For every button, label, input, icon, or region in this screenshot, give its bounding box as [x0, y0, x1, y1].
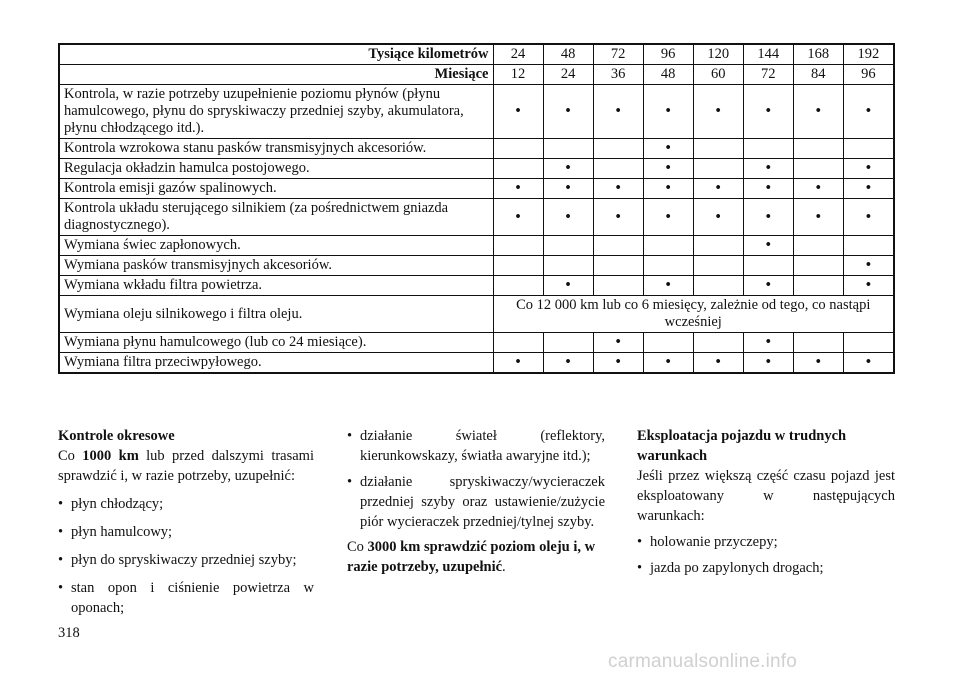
interval-dot: •: [493, 199, 543, 236]
table-row: [59, 159, 894, 179]
empty-cell: [593, 256, 643, 276]
page-number: 318: [58, 625, 80, 641]
month-value-4: 60: [693, 65, 743, 85]
table-row: [59, 236, 894, 256]
km-value-6: 168: [793, 44, 843, 65]
interval-dot: •: [643, 276, 693, 296]
interval-dot: •: [743, 333, 793, 353]
interval-dot: •: [793, 353, 843, 374]
row-label: Wymiana filtra przeciwpyłowego.: [59, 353, 493, 374]
month-value-6: 84: [793, 65, 843, 85]
list-item: • holowanie przyczepy;: [637, 532, 895, 552]
km-value-5: 144: [743, 44, 793, 65]
month-value-2: 36: [593, 65, 643, 85]
row-label: Kontrola układu sterującego silnikiem (za pośrednictwem gniazda diagnostycznego).: [59, 199, 493, 236]
empty-cell: [643, 236, 693, 256]
column-periodic-checks: [58, 426, 314, 618]
month-value-0: 12: [493, 65, 543, 85]
column-severe-conditions: [637, 426, 895, 578]
interval-dot: •: [693, 85, 743, 139]
interval-dot: •: [743, 236, 793, 256]
interval-dot: •: [843, 85, 894, 139]
interval-dot: •: [843, 159, 894, 179]
empty-cell: [743, 139, 793, 159]
table-row: [59, 353, 894, 374]
empty-cell: [493, 333, 543, 353]
interval-dot: •: [643, 139, 693, 159]
empty-cell: [593, 159, 643, 179]
list-item: • płyn do spryskiwaczy przedniej szyby;: [58, 550, 314, 570]
list-item: • działanie świateł (reflektory, kierunkowskazy, światła awaryjne itd.);: [347, 426, 605, 466]
interval-dot: •: [743, 159, 793, 179]
column-periodic-checks-cont: [347, 426, 605, 577]
empty-cell: [743, 256, 793, 276]
interval-dot: •: [693, 353, 743, 374]
table-row: [59, 85, 894, 139]
empty-cell: [693, 276, 743, 296]
empty-cell: [793, 276, 843, 296]
table-row: [59, 333, 894, 353]
row-span-text: Co 12 000 km lub co 6 miesięcy, zależnie od tego, co nastąpi wcześniej: [493, 296, 894, 333]
periodic-checks-list-cont: [347, 426, 605, 532]
header-km-row: [59, 44, 894, 65]
list-item: • płyn hamulcowy;: [58, 522, 314, 542]
list-item: • stan opon i ciśnienie powietrza w oponach;: [58, 578, 314, 618]
empty-cell: [793, 159, 843, 179]
row-label: Regulacja okładzin hamulca postojowego.: [59, 159, 493, 179]
empty-cell: [493, 276, 543, 296]
interval-dot: •: [793, 179, 843, 199]
interval-dot: •: [543, 353, 593, 374]
empty-cell: [793, 333, 843, 353]
interval-dot: •: [743, 353, 793, 374]
empty-cell: [843, 333, 894, 353]
list-item: • jazda po zapylonych drogach;: [637, 558, 895, 578]
interval-dot: •: [493, 353, 543, 374]
km-value-4: 120: [693, 44, 743, 65]
severe-conditions-heading: Eksploatacja pojazdu w trudnych warunkach: [637, 428, 847, 464]
empty-cell: [693, 256, 743, 276]
interval-dot: •: [543, 85, 593, 139]
km-value-1: 48: [543, 44, 593, 65]
empty-cell: [593, 276, 643, 296]
row-label: Kontrola wzrokowa stanu pasków transmisyjnych akcesoriów.: [59, 139, 493, 159]
empty-cell: [693, 159, 743, 179]
table-row: [59, 256, 894, 276]
list-item: • płyn chłodzący;: [58, 494, 314, 514]
table-row: [59, 199, 894, 236]
km-value-0: 24: [493, 44, 543, 65]
km-value-2: 72: [593, 44, 643, 65]
interval-dot: •: [843, 276, 894, 296]
empty-cell: [793, 256, 843, 276]
watermark: carmanualsonline.info: [608, 651, 798, 672]
interval-dot: •: [593, 179, 643, 199]
empty-cell: [493, 256, 543, 276]
interval-dot: •: [543, 199, 593, 236]
empty-cell: [693, 333, 743, 353]
interval-dot: •: [493, 179, 543, 199]
interval-dot: •: [643, 179, 693, 199]
severe-conditions-list: [637, 532, 895, 578]
row-label: Wymiana wkładu filtra powietrza.: [59, 276, 493, 296]
empty-cell: [693, 139, 743, 159]
severe-conditions-intro: Jeśli przez większą część czasu pojazd jest eksploatowany w następujących warunkach:: [637, 468, 895, 524]
row-label: Wymiana świec zapłonowych.: [59, 236, 493, 256]
table-row: [59, 276, 894, 296]
interval-dot: •: [743, 199, 793, 236]
interval-dot: •: [743, 85, 793, 139]
empty-cell: [643, 256, 693, 276]
empty-cell: [493, 159, 543, 179]
row-label: Kontrola, w razie potrzeby uzupełnienie poziomu płynów (płynu hamulcowego, płynu do spryskiwaczy przedniej szyby, akumulatora, płynu chłodzącego itd.).: [59, 85, 493, 139]
oil-check-note: Co 3000 km sprawdzić poziom oleju i, w razie potrzeby, uzupełnić.: [347, 539, 596, 575]
interval-dot: •: [543, 179, 593, 199]
periodic-checks-heading: Kontrole okresowe: [58, 428, 175, 444]
list-item: • działanie spryskiwaczy/wycieraczek przedniej szyby oraz ustawienie/zużycie piór wycieraczek przedniej/tylnej szyby.: [347, 472, 605, 532]
empty-cell: [643, 333, 693, 353]
periodic-checks-intro: Co 1000 km lub przed dalszymi trasami sprawdzić i, w razie potrzeby, uzupełnić:: [58, 448, 314, 484]
interval-dot: •: [643, 85, 693, 139]
interval-dot: •: [743, 276, 793, 296]
empty-cell: [793, 236, 843, 256]
interval-dot: •: [493, 85, 543, 139]
row-label: Wymiana oleju silnikowego i filtra oleju.: [59, 296, 493, 333]
header-km-label: Tysiące kilometrów: [59, 44, 493, 65]
empty-cell: [793, 139, 843, 159]
header-months-label: Miesiące: [59, 65, 493, 85]
table-row: [59, 296, 894, 333]
empty-cell: [493, 139, 543, 159]
empty-cell: [843, 139, 894, 159]
interval-dot: •: [543, 159, 593, 179]
interval-dot: •: [593, 199, 643, 236]
empty-cell: [543, 333, 593, 353]
header-months-row: [59, 65, 894, 85]
interval-dot: •: [843, 256, 894, 276]
month-value-5: 72: [743, 65, 793, 85]
row-label: Wymiana pasków transmisyjnych akcesoriów.: [59, 256, 493, 276]
empty-cell: [543, 139, 593, 159]
month-value-1: 24: [543, 65, 593, 85]
empty-cell: [593, 139, 643, 159]
interval-dot: •: [843, 353, 894, 374]
interval-dot: •: [743, 179, 793, 199]
empty-cell: [843, 236, 894, 256]
interval-dot: •: [643, 353, 693, 374]
row-label: Wymiana płynu hamulcowego (lub co 24 miesiące).: [59, 333, 493, 353]
interval-dot: •: [593, 85, 643, 139]
empty-cell: [493, 236, 543, 256]
table-row: [59, 179, 894, 199]
month-value-7: 96: [843, 65, 894, 85]
table-row: [59, 139, 894, 159]
row-label: Kontrola emisji gazów spalinowych.: [59, 179, 493, 199]
interval-dot: •: [843, 179, 894, 199]
km-value-3: 96: [643, 44, 693, 65]
interval-dot: •: [843, 199, 894, 236]
interval-dot: •: [693, 199, 743, 236]
interval-dot: •: [543, 276, 593, 296]
interval-dot: •: [593, 353, 643, 374]
interval-dot: •: [693, 179, 743, 199]
interval-dot: •: [593, 333, 643, 353]
maintenance-schedule-table: [58, 43, 895, 374]
interval-dot: •: [793, 85, 843, 139]
empty-cell: [693, 236, 743, 256]
km-value-7: 192: [843, 44, 894, 65]
interval-dot: •: [643, 199, 693, 236]
interval-dot: •: [793, 199, 843, 236]
empty-cell: [543, 256, 593, 276]
month-value-3: 48: [643, 65, 693, 85]
periodic-checks-list: [58, 494, 314, 618]
empty-cell: [543, 236, 593, 256]
empty-cell: [593, 236, 643, 256]
interval-dot: •: [643, 159, 693, 179]
